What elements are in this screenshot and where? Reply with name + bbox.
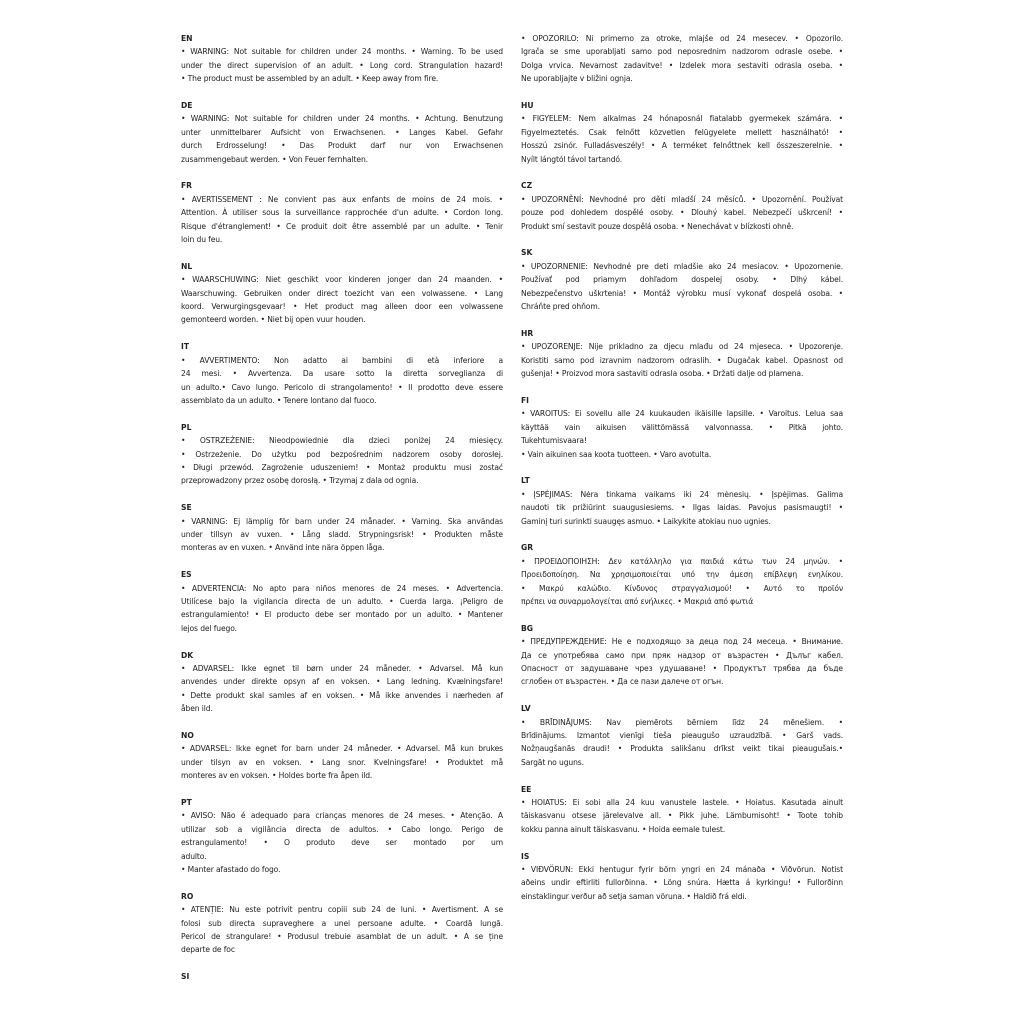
warning-text-line: Да се употребява само при пряк надзор от възрастен • Дълъг кабел. <box>521 650 843 660</box>
warning-section <box>181 260 503 327</box>
warning-text-line: Produkt smí sestavit pouze dospělá osoba. • Nenechávat v blízkosti ohně. <box>521 221 794 231</box>
warning-text-line: zusammengebaut werden. • Von Feuer fernhalten. <box>181 154 368 164</box>
warning-section <box>521 850 843 904</box>
warning-section <box>521 246 843 313</box>
warning-text-line: Gaminį turi surinkti suaugęs asmuo. • Laikykite atokiau nuo ugnies. <box>521 516 771 526</box>
warning-text-line: un adulto.• Cavo lungo. Pericolo di strangolamento! • Il prodotto deve essere <box>181 382 503 392</box>
warning-text-line: • VARNING: Ej lämplig för barn under 24 månader. • Varning. Ska användas <box>181 516 503 526</box>
warning-text-line: 24 mesi. • Avvertenza. Da usare sotto la diretta sorveglianza di <box>181 369 503 379</box>
warning-text-line: • OPOZORILO: Ni primerno za otroke, mlajše od 24 mesecev. • Opozorilo. <box>521 34 843 43</box>
warning-text-line: käyttää vain aikuisen välittömässä valvonnassa. • Pitkä johto. <box>521 422 843 432</box>
warning-text-line: folosi sub directa supraveghere a unei persoane adulte. • Coardă lungă. <box>181 918 503 928</box>
warning-text-line: • AVVERTIMENTO: Non adatto ai bambini di età inferiore a <box>181 355 503 365</box>
language-code: PT <box>181 798 192 807</box>
warning-text-line: • Ostrzeżenie. Do użytku pod bezpośrednim nadzorem osoby dorosłej. <box>181 449 503 459</box>
language-code: CZ <box>521 181 533 191</box>
language-code: NL <box>181 261 193 271</box>
warning-text-line: • HOIATUS: Ei sobi alla 24 kuu vanustele lastele. • Hoiatus. Kasutada ainult <box>521 798 843 807</box>
warning-text-line: Igrača se sme uporabljati samo pod neposrednim nadzorom odrasle osebe. • <box>521 47 843 57</box>
warning-section <box>521 622 843 689</box>
warning-text-line: • OSTRZEŻENIE: Nieodpowiednie dla dzieci poniżej 24 miesięcy. <box>181 436 503 446</box>
warning-text-line: Προειδοποίηση. Να χρησιμοποιείται υπό την άμεση επίβλεψη ενηλίκου. <box>521 570 843 580</box>
warning-section <box>521 32 843 86</box>
warning-text-line: Figyelmeztetés. Csak felnőtt közvetlen felügyelete mellett használható! • <box>521 127 843 137</box>
language-code: HR <box>521 328 534 338</box>
warning-text-line: lejos del fuego. <box>181 623 237 633</box>
warning-text-line: Ne uporabljajte v bližini ognja. <box>521 74 633 84</box>
warning-text-line: Nebezpečenstvo uškrtenia! • Montáž výrobku musí vykonať dospelá osoba. • <box>521 288 843 298</box>
warning-text-line: utilizar sob a vigilância directa de adultos. • Cabo longo. Perigo de <box>181 824 503 834</box>
warning-text-line: • VIÐVÖRUN: Ekki hentugur fyrir börn yngri en 24 mánaða • Viðvörun. Notist <box>521 865 843 875</box>
warning-section <box>521 541 843 608</box>
warning-text-line: naudoti tik prižiūrint suaugusiesiems. • Ilgas laidas. Pavojus pasismaugti! • <box>521 503 843 513</box>
warning-text-line: • UPOZORNĚNÍ: Nevhodné pro děti mladší 24 měsíců. • Upozornění. Používat <box>521 194 843 204</box>
warning-text-line: Utilícese bajo la vigilancia directa de un adulto. • Cuerda larga. ¡Peligro de <box>181 596 503 606</box>
warning-text-line: estrangulamiento! • El producto debe ser montado por un adulto. • Mantener <box>181 610 503 620</box>
warning-text-line: • The product must be assembled by an adult. • Keep away from fire. <box>181 74 439 84</box>
warning-text-line: adulto. <box>181 851 207 861</box>
language-code: EE <box>521 784 532 794</box>
warning-text-line: • Dette produkt skal samles af en voksen. • Må ikke anvendes i nærheden af <box>181 690 503 700</box>
language-code: LT <box>521 476 530 486</box>
warning-text-line: Nožņaugšanās draudi! • Produkta salikšanu drīkst veikt tikai pieaugušais.• <box>521 744 843 754</box>
language-code: PL <box>181 422 192 432</box>
language-code: SI <box>181 972 190 982</box>
warning-section <box>521 99 843 166</box>
warning-text-line: • AVERTISSEMENT : Ne convient pas aux enfants de moins de 24 mois. • <box>181 194 503 204</box>
warning-text-line: • WARNING: Not suitable for children under 24 months. • Achtung. Benutzung <box>181 114 503 124</box>
warning-text-line: assemblato da un adulto. • Tenere lontano dal fuoco. <box>181 395 377 405</box>
warning-text-line: Nyílt lángtól távol tartandó. <box>521 154 623 164</box>
left-column <box>181 32 503 997</box>
warning-text-line: koord. Verwurgingsgevaar! • Het product mag alleen door een volwassene <box>181 302 503 312</box>
warning-text-line: • Manter afastado do fogo. <box>181 865 281 875</box>
warning-text-line: • ΠΡΟΕΙΔΟΠΟΙΗΣΗ: Δεν κατάλληλο για παιδιά κάτω των 24 μηνών. • <box>521 556 843 566</box>
warning-text-line: Tukehtumisvaara! <box>521 436 587 446</box>
warning-section <box>181 32 503 86</box>
language-code: HU <box>521 101 534 111</box>
warning-text-line: Sargāt no uguns. <box>521 757 584 767</box>
warning-section <box>181 970 503 983</box>
warning-text-line: kokku panna ainult täiskasvanu. • Hoida eemale tulest. <box>521 824 726 834</box>
language-code: DK <box>181 650 194 660</box>
warning-section <box>521 179 843 233</box>
language-code: RO <box>181 891 194 901</box>
language-code: EN <box>181 34 193 43</box>
warning-text-line: under the direct supervision of an adult. • Long cord. Strangulation hazard! <box>181 60 503 70</box>
warning-text-line: • ПРЕДУПРЕЖДЕНИЕ: Не е подходящо за деца под 24 месеца. • Внимание. <box>521 637 843 647</box>
warning-text-line: • ĮSPĖJIMAS: Nėra tinkama vaikams iki 24 mėnesių. • Įspėjimas. Galima <box>521 489 843 499</box>
warning-text-line: πρέπει να συναρμολογείται από ενήλικες. • Μακριά από φωτιά <box>521 596 754 606</box>
language-code: BG <box>521 623 534 633</box>
warning-text-line: unter unmittelbarer Aufsicht von Erwachsenen. • Langes Kabel. Gefahr <box>181 127 503 137</box>
warning-text-line: gušenja! • Proizvod mora sastaviti odrasla osoba. • Držati dalje od plamena. <box>521 369 804 379</box>
language-code: IS <box>521 851 530 861</box>
warning-text-line: • Długi przewód. Zagrożenie uduszeniem! • Montaż produktu musi zostać <box>181 462 503 472</box>
warning-text-line: Chráňte pred ohňom. <box>521 302 600 312</box>
warning-text-line: Dolga vrvica. Nevarnost zadavitve! • Izdelek mora sestaviti odrasla oseba. • <box>521 60 843 70</box>
warning-section <box>181 421 503 488</box>
warning-section <box>521 394 843 461</box>
warning-text-line: täiskasvanu otsese järelevalve all. • Pikk juhe. Lämbumisoht! • Toote tohib <box>521 811 843 821</box>
warning-text-line: durch Erdrosselung! • Das Produkt darf nur von Erwachsenen <box>181 141 503 151</box>
warning-text-line: einstaklingur verður að setja saman vöruna. • Haldið frá eldi. <box>521 891 747 901</box>
warning-text-line: • UPOZORENJE: Nije prikladno za djecu mlađu od 24 mjeseca. • Upozorenje. <box>521 342 843 352</box>
warning-text-line: Опасност от задушаване чрез удушаване! • Продуктът трябва да бъде <box>521 663 843 673</box>
warning-text-line: • ADVARSEL: Ikke egnet for barn under 24 måneder. • Advarsel. Må kun brukes <box>181 744 503 754</box>
language-code: IT <box>181 342 190 352</box>
warning-text-line: • Μακρύ καλώδιο. Κίνδυνος στραγγαλισμού! • Αυτό το προϊόν <box>521 583 843 593</box>
warning-text-line: monteres av en voksen. • Holdes borte fra åpen ild. <box>181 771 373 781</box>
warning-text-line: estrangulamento! • O produto deve ser montado por um <box>181 838 503 848</box>
warning-section <box>181 890 503 957</box>
warning-section <box>181 99 503 166</box>
warning-section <box>181 729 503 783</box>
warning-section <box>181 501 503 555</box>
warning-text-line: • AVISO: Não é adequado para crianças menores de 24 meses. • Atenção. A <box>181 811 503 821</box>
warning-text-line: åben ild. <box>181 704 213 714</box>
warning-text-line: departe de foc <box>181 945 235 955</box>
warning-text-line: Koristiti samo pod izravnim nadzorom odraslih. • Dugačak kabel. Opasnost od <box>521 355 843 365</box>
warning-section <box>181 796 503 876</box>
warning-text-line: under tillsyn av vuxen. • Lång sladd. Strypningsrisk! • Produkten måste <box>181 529 503 539</box>
language-code: LV <box>521 704 531 714</box>
language-code: FI <box>521 395 530 405</box>
warning-text-line: сглобен от възрастен. • Да се пази далече от огън. <box>521 677 724 687</box>
warning-text-line: • WAARSCHUWING: Niet geschikt voor kinderen jonger dan 24 maanden. • <box>181 275 503 285</box>
warning-text-line: • ATENȚIE: Nu este potrivit pentru copiii sub 24 de luni. • Avertisment. A se <box>181 905 503 915</box>
warning-section <box>521 474 843 528</box>
warning-text-line: anvendes under direkte opsyn af en voksen. • Lang ledning. Kvælningsfare! <box>181 677 503 687</box>
warning-text-line: Hosszú zsinór. Fulladásveszély! • A terméket felnőttnek kell összeszerelnie. • <box>521 141 843 151</box>
warning-text-line: loin du feu. <box>181 235 223 245</box>
warning-text-line: • UPOZORNENIE: Nevhodné pre deti mladšie ako 24 mesiacov. • Upozornenie. <box>521 261 843 271</box>
warning-text-line: under tilsyn av en voksen. • Lang snor. Kvelningsfare! • Produktet må <box>181 757 503 767</box>
warning-text-line: • FIGYELEM: Nem alkalmas 24 hónaposnál fiatalabb gyermekek számára. • <box>521 114 843 124</box>
warning-text-line: Brīdinājums. Izmantot vienīgi tieša pieaugušo uzraudzībā. • Garš vads. <box>521 730 843 740</box>
warning-text-line: Risque d'étranglement! • Ce produit doit être assemblé par un adulte. • Tenir <box>181 221 503 231</box>
warning-section <box>521 327 843 381</box>
warning-text-line: • ADVERTENCIA: No apto para niños menores de 24 meses. • Advertencia. <box>181 583 503 593</box>
warning-section <box>181 568 503 635</box>
warning-text-line: • ADVARSEL: Ikke egnet til børn under 24 måneder. • Advarsel. Må kun <box>181 663 503 673</box>
warning-section <box>181 179 503 246</box>
warning-text-line: Attention. À utiliser sous la surveillance rapprochée d'un adulte. • Cordon long. <box>181 208 503 218</box>
warning-text-line: • WARNING: Not suitable for children under 24 months. • Warning. To be used <box>181 47 503 57</box>
warning-section <box>181 649 503 716</box>
warning-text-line: przeprowadzony przez osobę dorosłą. • Trzymaj z dala od ognia. <box>181 476 419 486</box>
warning-text-line: monteras av en vuxen. • Använd inte nära öppen låga. <box>181 543 385 553</box>
warning-text-line: • Vain aikuinen saa koota tuotteen. • Varo avotulta. <box>521 449 712 459</box>
warning-text-line: gemonteerd worden. • Niet bij open vuur houden. <box>181 315 366 325</box>
warning-section <box>181 340 503 407</box>
language-code: NO <box>181 730 194 740</box>
language-code: GR <box>521 543 534 553</box>
warning-text-line: Waarschuwing. Gebruiken onder direct toezicht van een volwassene. • Lang <box>181 288 503 298</box>
language-code: DE <box>181 101 193 111</box>
warning-text-line: • BRĪDINĀJUMS: Nav piemērots bērniem līdz 24 mēnešiem. • <box>521 717 843 727</box>
language-code: SE <box>181 503 192 513</box>
warning-section <box>521 702 843 769</box>
language-code: ES <box>181 570 192 580</box>
warning-text-line: Pericol de strangulare! • Produsul trebuie asamblat de un adult. • A se ține <box>181 932 503 942</box>
warning-text-line: • VAROITUS: Ei sovellu alle 24 kuukauden ikäisille lapsille. • Varoitus. Lelua saa <box>521 409 843 419</box>
warning-text-line: pouze pod dohledem dospělé osoby. • Dlouhý kabel. Nebezpečí uškrcení! • <box>521 208 843 218</box>
warning-text-line: Používať pod priamym dohľadom dospelej osoby. • Dlhý kábel. <box>521 275 843 285</box>
language-code: FR <box>181 181 193 191</box>
warning-text-line: aðeins undir eftirliti fullorðinna. • Löng snúra. Hætta á kyrkingu! • Fullorðinn <box>521 878 843 888</box>
language-code: SK <box>521 248 533 258</box>
warning-section <box>521 783 843 837</box>
right-column <box>521 32 843 917</box>
